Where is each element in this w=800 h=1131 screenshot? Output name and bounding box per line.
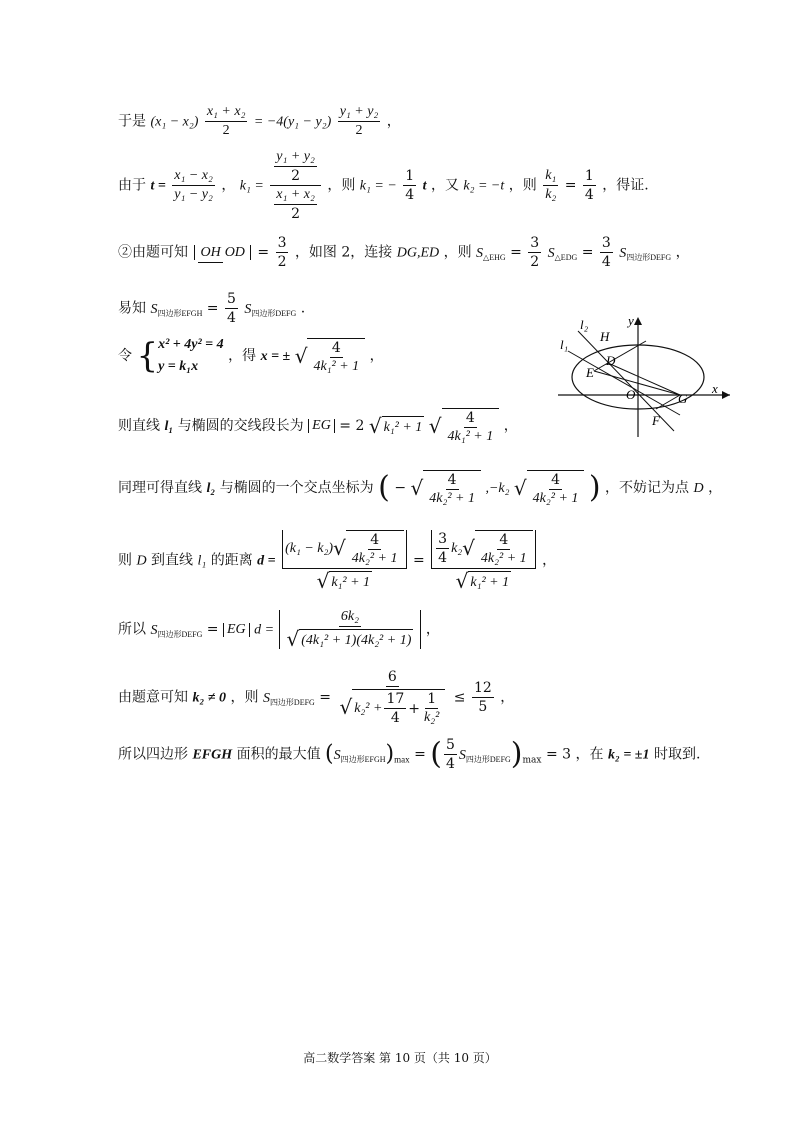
line-11: 所以四边形 EFGH 面积的最大值 $(S_{四边形EFGH})_{max}$ = ( $\frac{5}{4}$ $S_{四边形DEFG})_{max} = 3$ ，在 k₂ = ±1 时取到.: [118, 736, 701, 772]
text: ，如图 2，连接: [294, 244, 393, 261]
line-8: 则 D 到直线 l₁ 的距离 d = (k₁ − k₂) √ $\frac{4}{\text{4k₂² + 1}}$ √ k₁² + 1 = $\frac{3}{4}$ k₂ √ $\frac{4}{\text{4k₂² + 1}}$ √ k₁² + 1 ，: [118, 530, 557, 593]
text: 令: [118, 348, 132, 364]
math-expr: DG,ED: [396, 245, 440, 261]
area-bound-fraction: 6 √ k₂² + $\frac{17}{4}$ + $\frac{1}{\text{k₂²}}$: [337, 670, 447, 725]
distance-fraction: (k₁ − k₂) √ $\frac{4}{\text{4k₂² + 1}}$ √ k₁² + 1: [282, 530, 406, 591]
line-7: 同理可得直线 l₂ 与椭圆的一个交点坐标为 ( − √ $\frac{4}{\text{4k₂² + 1}}$ ,−k₂ √ $\frac{4}{\text{4k₂² + 1}}$ ) ，不妨记为点 D ，: [118, 470, 723, 506]
math-expr: k₁ = −: [359, 178, 397, 194]
line-10: 由题意可知 k₂ ≠ 0 ，则 $S_{四边形DEFG}$ = 6 √ k₂² + $\frac{17}{4}$ + $\frac{1}{\text{k₂²}}$ ≤ $\frac{12}{5}$ ，: [118, 669, 515, 726]
line-4: 易知 $S_{四边形EFGH}$ = $\frac{5}{4}$ $S_{四边形DEFG}$ .: [118, 291, 306, 326]
distance-fraction-2: $\frac{3}{4}$ k₂ √ $\frac{4}{\text{4k₂² + 1}}$ √ k₁² + 1: [431, 530, 536, 591]
page-footer: 高二数学答案 第 10 页（共 10 页）: [303, 1051, 497, 1065]
text: ，又: [430, 177, 459, 194]
sqrt: √ $\frac{4}{\text{4k₁² + 1}}$: [295, 338, 365, 374]
text: ，: [221, 177, 236, 194]
text: ，得证.: [602, 177, 649, 194]
text: 与椭圆的交线段长为: [177, 418, 304, 434]
text: 与椭圆的一个交点坐标为: [219, 480, 374, 496]
text: 易知: [118, 300, 146, 317]
math-expr: x = ±: [260, 349, 291, 364]
equation-system: { x² + 4y² = 4 y = k₁x: [136, 336, 224, 376]
label-l2: l₂: [580, 317, 589, 332]
label-o: O: [626, 387, 636, 402]
math-expr: = −4(y₁ − y₂): [253, 114, 332, 130]
math-expr: k₂ = −t: [463, 178, 505, 194]
fraction: $\frac{3}{2}$: [530, 235, 540, 270]
label-f: F: [652, 413, 660, 428]
text: ，则: [443, 244, 472, 261]
line-1: [118, 105, 401, 138]
line-3: ②由题可知 OH OD = $\frac{3}{2}$ ，如图 2，连接 DG,ED ，则 $S_{\triangle EHG}$ = $\frac{3}{2}$ $S_{\triangle EDG}$ = $\frac{3}{4}$ $S_{四边形DEFG}$ ，: [118, 235, 690, 270]
text: 同理可得直线: [118, 480, 202, 496]
text: =: [257, 244, 270, 261]
line-l1: [568, 351, 680, 415]
fraction: $\frac{5}{4}$: [226, 291, 236, 326]
line-9: 所以 $S_{四边形DEFG}$ = EG d = 6k₂ √ (4k₁² + 1)(4k₂² + 1) ，: [118, 609, 440, 651]
text: ②由题可知: [118, 244, 188, 261]
fraction: $\frac{3}{4}$: [601, 235, 611, 270]
label-e: E: [586, 365, 594, 380]
text: 则直线: [118, 418, 160, 434]
segment-eg: [594, 371, 680, 395]
fraction: $\frac{1}{4}$: [405, 168, 415, 203]
fraction: $\frac{3}{2}$: [277, 235, 287, 270]
text: ，: [386, 113, 401, 130]
area-abs: 6k₂ √ (4k₁² + 1)(4k₂² + 1): [279, 610, 422, 649]
label-x: x: [712, 381, 718, 396]
x-axis-arrow: [722, 391, 730, 399]
label-g: G: [678, 391, 688, 406]
math-expr: k₁ =: [239, 178, 264, 194]
fraction: $\frac{\text{k₁}}{\text{k₂}}$: [545, 168, 557, 202]
compound-fraction: $\frac{\frac{\text{y₁ + y₂}}{2}}{\frac{\text{x₁ + x₂}}{2}}$: [270, 150, 321, 221]
segment-dg: [608, 363, 680, 395]
text: ，则: [327, 177, 356, 194]
ellipse-figure: [556, 313, 732, 441]
label-y: y: [628, 313, 634, 328]
line-5: 令 { x² + 4y² = 4 y = k₁x ，得 x = ± √ $\frac{4}{\text{4k₁² + 1}}$ ，: [118, 336, 384, 376]
text: =: [564, 177, 577, 194]
y-axis-arrow: [634, 317, 642, 325]
fraction: $\frac{1}{4}$: [584, 168, 594, 203]
label-l1: l₁: [560, 337, 569, 352]
math-expr: t: [422, 178, 427, 194]
text: ，则: [508, 177, 537, 194]
segment-gf: [656, 395, 680, 409]
math-expr: (x₁ − x₂): [150, 114, 199, 130]
abs-fraction: OH OD: [194, 245, 250, 260]
line-6: 则直线 l₁ 与椭圆的交线段长为 EG = 2 √ k₁² + 1 √ $\frac{4}{\text{4k₁² + 1}}$ ，: [118, 410, 518, 444]
label-d: D: [606, 353, 616, 368]
fraction: $\frac{\text{x₁ − x₂}}{\text{y₁ − y₂}}$: [174, 168, 213, 202]
text: 则: [118, 552, 132, 569]
text: 由于: [118, 177, 146, 194]
text: 于是: [118, 113, 146, 130]
fraction: $\frac{\text{y₁ + y₂}}{2}$: [339, 104, 379, 138]
text: ，得: [228, 348, 257, 364]
math-expr: t =: [150, 178, 166, 194]
line-2: [118, 150, 649, 221]
fraction: $\frac{\text{x₁ + x₂}}{2}$: [206, 104, 246, 138]
label-h: H: [600, 329, 610, 344]
